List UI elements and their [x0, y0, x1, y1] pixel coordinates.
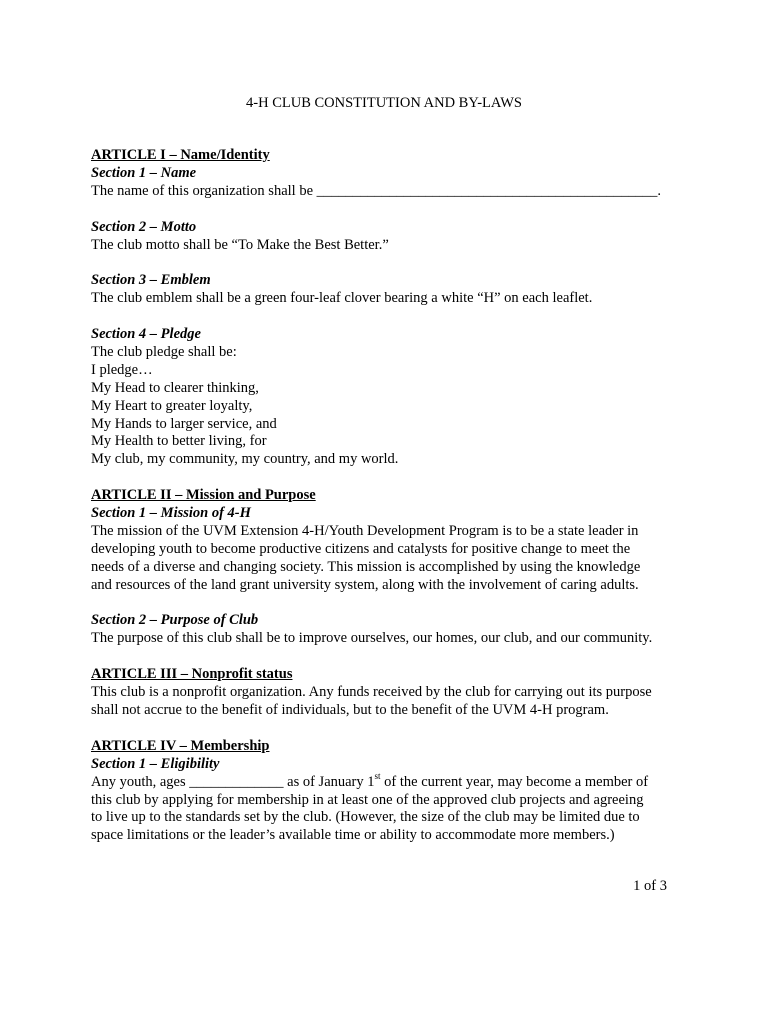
article-2-section-2-text: The purpose of this club shall be to improve ourselves, our homes, our club, and our community.: [91, 630, 653, 647]
article-1-section-2-text: The club motto shall be “To Make the Best Better.”: [91, 236, 389, 253]
ordinal-suffix: st: [374, 770, 381, 781]
spacer: [91, 720, 691, 738]
spacer: [91, 469, 691, 487]
document-body: [91, 147, 691, 845]
article-2-section-2-heading: Section 2 – Purpose of Club: [91, 612, 259, 629]
pledge-line: My Heart to greater loyalty,: [91, 397, 253, 414]
spacer: [91, 201, 691, 219]
eligibility-text-pre: Any youth, ages _____________ as of January 1: [91, 773, 375, 790]
pledge-line: My Hands to larger service, and: [91, 415, 277, 432]
article-3-heading: ARTICLE III – Nonprofit status: [91, 666, 293, 683]
pledge-line: My club, my community, my country, and my world.: [91, 451, 399, 468]
nonprofit-line: shall not accrue to the benefit of individuals, but to the benefit of the UVM 4-H program.: [91, 702, 609, 718]
spacer: [91, 308, 691, 326]
mission-line: The mission of the UVM Extension 4-H/Youth Development Program is to be a state leader in: [91, 522, 639, 539]
document-title: 4-H CLUB CONSTITUTION AND BY-LAWS: [246, 95, 522, 111]
spacer: [91, 648, 691, 666]
article-1-section-1-text: The name of this organization shall be _______________________________________________.: [91, 182, 662, 199]
eligibility-line: to live up to the standards set by the club. (However, the size of the club may be limited due to: [91, 809, 640, 826]
spacer: [91, 254, 691, 272]
eligibility-line: space limitations or the leader’s available time or ability to accommodate more members.): [91, 827, 615, 844]
eligibility-line: this club by applying for membership in at least one of the approved club projects and agreeing: [91, 791, 644, 808]
pledge-line: The club pledge shall be:: [91, 343, 237, 360]
article-1-section-2-heading: Section 2 – Motto: [91, 218, 197, 235]
spacer: [91, 595, 691, 613]
article-1-section-3-heading: Section 3 – Emblem: [91, 272, 211, 289]
pledge-line: I pledge…: [91, 361, 153, 378]
article-4-heading: ARTICLE IV – Membership: [91, 737, 270, 754]
article-1-section-1-heading: Section 1 – Name: [91, 164, 197, 181]
article-1-heading: ARTICLE I – Name/Identity: [91, 147, 270, 163]
eligibility-line: [91, 770, 691, 792]
nonprofit-line: This club is a nonprofit organization. Any funds received by the club for carrying out its purpose: [91, 684, 652, 701]
article-1-section-4-heading: Section 4 – Pledge: [91, 326, 201, 343]
pledge-line: My Health to better living, for: [91, 433, 267, 450]
mission-line: and resources of the land grant university system, along with the involvement of caring adults.: [91, 576, 639, 593]
article-2-heading: ARTICLE II – Mission and Purpose: [91, 487, 316, 504]
pledge-line: My Head to clearer thinking,: [91, 379, 259, 396]
mission-line: developing youth to become productive citizens and catalysts for positive change to meet the: [91, 540, 631, 557]
article-2-section-1-heading: Section 1 – Mission of 4-H: [91, 505, 251, 522]
eligibility-text-post: of the current year, may become a member of: [380, 773, 649, 790]
mission-line: needs of a diverse and changing society. This mission is accomplished by using the knowledge: [91, 558, 641, 575]
article-1-section-3-text: The club emblem shall be a green four-leaf clover bearing a white “H” on each leaflet.: [91, 290, 593, 307]
article-4-section-1-heading: Section 1 – Eligibility: [91, 755, 220, 772]
page-number: 1 of 3: [633, 878, 667, 894]
